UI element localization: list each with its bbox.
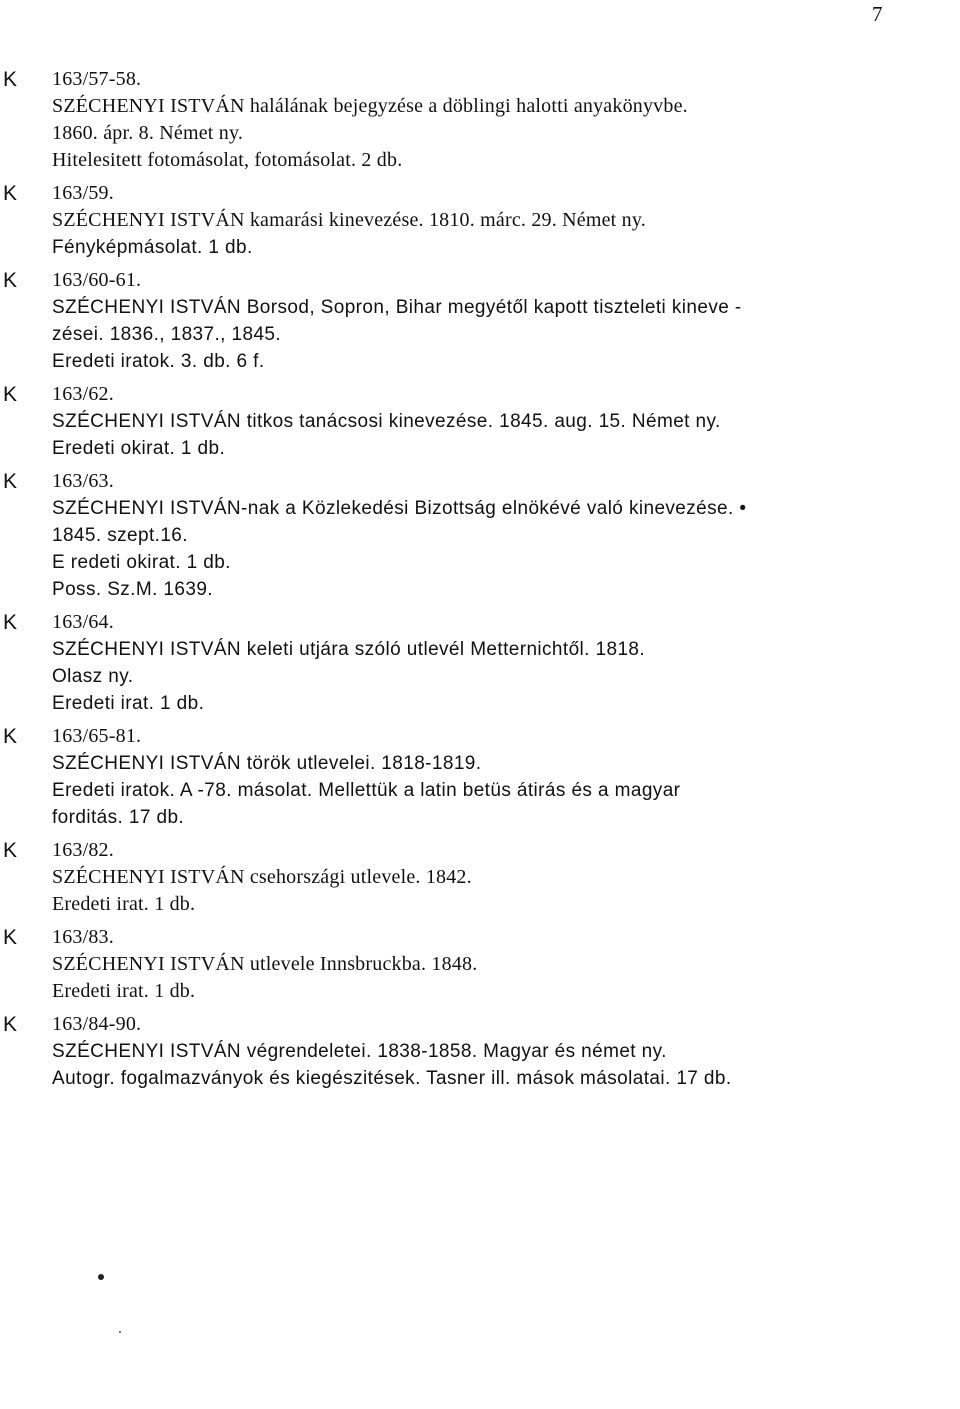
catalog-entry (0, 1011, 960, 1092)
entry-body (52, 1011, 932, 1092)
entry-line: Eredeti irat. 1 db. (52, 693, 205, 714)
catalog-entry (0, 180, 960, 261)
entry-line: 1860. ápr. 8. Német ny. (52, 122, 244, 144)
entry-body (52, 267, 932, 375)
page-number: 7 (872, 2, 883, 26)
entry-line: zései. 1836., 1837., 1845. (52, 324, 282, 345)
entry-marker: K (3, 926, 18, 949)
entry-signature: 163/62. (52, 383, 114, 405)
entry-line: Eredeti irat. 1 db. (52, 893, 196, 915)
entry-title: SZÉCHENYI ISTVÁN halálának bejegyzése a döblingi halotti anyakönyvbe. (52, 95, 688, 117)
entry-marker: K (3, 269, 18, 292)
entry-line: 1845. szept.16. (52, 525, 188, 546)
entry-line: Fényképmásolat. 1 db. (52, 237, 253, 258)
entry-title: SZÉCHENYI ISTVÁN-nak a Közlekedési Bizottság elnökévé való kinevezése. • (52, 498, 747, 519)
entry-marker: K (3, 839, 18, 862)
entry-signature: 163/82. (52, 839, 114, 861)
entry-body (52, 381, 932, 462)
entry-line: Eredeti okirat. 1 db. (52, 438, 226, 459)
entry-title: SZÉCHENYI ISTVÁN végrendeletei. 1838-1858. Magyar és német ny. (52, 1041, 667, 1062)
entry-title: SZÉCHENYI ISTVÁN kamarási kinevezése. 1810. márc. 29. Német ny. (52, 209, 646, 231)
catalog-entry (0, 66, 960, 174)
entry-body (52, 180, 932, 261)
catalog-entry (0, 468, 960, 603)
entry-line: Eredeti iratok. 3. db. 6 f. (52, 351, 265, 372)
entry-signature: 163/60-61. (52, 269, 142, 291)
entry-title: SZÉCHENYI ISTVÁN utlevele Innsbruckba. 1848. (52, 953, 478, 975)
entry-title: SZÉCHENYI ISTVÁN keleti utjára szóló utlevél Metternichtől. 1818. (52, 639, 646, 660)
entry-marker: K (3, 725, 18, 748)
entry-title: SZÉCHENYI ISTVÁN titkos tanácsosi kinevezése. 1845. aug. 15. Német ny. (52, 411, 721, 432)
entry-marker: K (3, 1013, 18, 1036)
entry-line: Hitelesitett fotomásolat, fotomásolat. 2 db. (52, 149, 403, 171)
entry-signature: 163/65-81. (52, 725, 142, 747)
entry-line: Poss. Sz.M. 1639. (52, 579, 213, 600)
entry-marker: K (3, 182, 18, 205)
catalog-entry (0, 723, 960, 831)
entry-line: Eredeti irat. 1 db. (52, 980, 196, 1002)
catalog-entry (0, 924, 960, 1005)
entry-body (52, 609, 932, 717)
entry-signature: 163/83. (52, 926, 114, 948)
catalog-entry (0, 837, 960, 918)
entry-title: SZÉCHENYI ISTVÁN Borsod, Sopron, Bihar megyétől kapott tiszteleti kineve - (52, 297, 742, 318)
entry-signature: 163/59. (52, 182, 114, 204)
catalog-entry (0, 267, 960, 375)
entry-body (52, 837, 932, 918)
entry-line: E redeti okirat. 1 db. (52, 552, 231, 573)
catalog-entry (0, 381, 960, 462)
entry-marker: K (3, 68, 18, 91)
entry-marker: K (3, 383, 18, 406)
entry-marker: K (3, 611, 18, 634)
entry-body (52, 66, 932, 174)
scan-speck (118, 1330, 124, 1336)
entry-line: forditás. 17 db. (52, 807, 185, 828)
entry-body (52, 723, 932, 831)
entry-signature: 163/64. (52, 611, 114, 633)
entry-line: Autogr. fogalmazványok és kiegészitések. Tasner ill. mások másolatai. 17 db. (52, 1068, 732, 1089)
entry-line: Eredeti iratok. A -78. másolat. Mellettük a latin betüs átirás és a magyar (52, 780, 681, 801)
entry-title: SZÉCHENYI ISTVÁN török utlevelei. 1818-1819. (52, 753, 482, 774)
entry-signature: 163/57-58. (52, 68, 142, 90)
entry-line: Olasz ny. (52, 666, 134, 687)
entry-title: SZÉCHENYI ISTVÁN csehországi utlevele. 1842. (52, 866, 472, 888)
entry-body (52, 924, 932, 1005)
scan-speck (96, 1272, 108, 1284)
catalog-entry (0, 609, 960, 717)
entry-body (52, 468, 932, 603)
catalog-entries (0, 66, 960, 1092)
entry-marker: K (3, 470, 18, 493)
entry-signature: 163/63. (52, 470, 114, 492)
entry-signature: 163/84-90. (52, 1013, 142, 1035)
